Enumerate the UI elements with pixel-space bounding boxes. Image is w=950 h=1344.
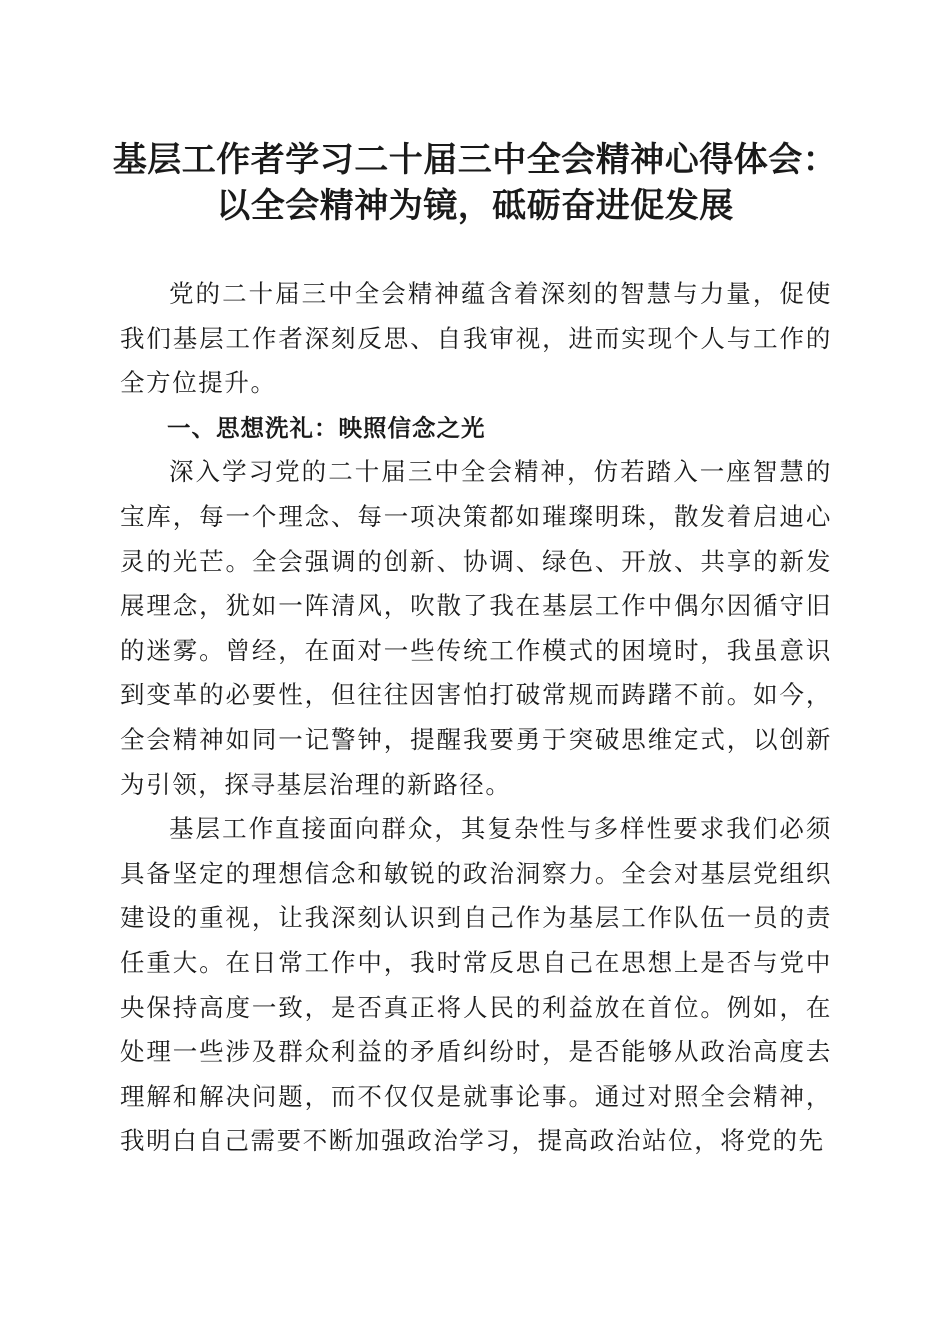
document-title-line-2: 以全会精神为镜，砥砺奋进促发展 [216,186,734,226]
section-heading: 一、思想洗礼：映照信念之光 [167,413,486,442]
document-body [120,272,832,1164]
intro-paragraph: 党的二十届三中全会精神蕴含着深刻的智慧与力量，促使我们基层工作者深刻反思、自我审视，进而实现个人与工作的全方位提升。 [120,279,832,398]
section-paragraph: 深入学习党的二十届三中全会精神，仿若踏入一座智慧的宝库，每一个理念、每一项决策都如璀璨明珠，散发着启迪心灵的光芒。全会强调的创新、协调、绿色、开放、共享的新发展理念，犹如一阵清风，吹散了我在基层工作中偶尔因循守旧的迷雾。曾经，在面对一些传统工作模式的困境时，我虽意识到变革的必要性，但往往因害怕打破常规而踌躇不前。如今，全会精神如同一记警钟，提醒我要勇于突破思维定式，以创新为引领，探寻基层治理的新路径。 [120,457,832,799]
document-title-line-1: 基层工作者学习二十届三中全会精神心得体会： [112,140,838,180]
section-paragraph: 基层工作直接面向群众，其复杂性与多样性要求我们必须具备坚定的理想信念和敏锐的政治洞察力。全会对基层党组织建设的重视，让我深刻认识到自己作为基层工作队伍一员的责任重大。在日常工作中，我时常反思自己在思想上是否与党中央保持高度一致，是否真正将人民的利益放在首位。例如，在处理一些涉及群众利益的矛盾纠纷时，是否能够从政治高度去理解和解决问题，而不仅仅是就事论事。通过对照全会精神，我明白自己需要不断加强政治学习，提高政治站位，将党的先 [120,814,832,1156]
